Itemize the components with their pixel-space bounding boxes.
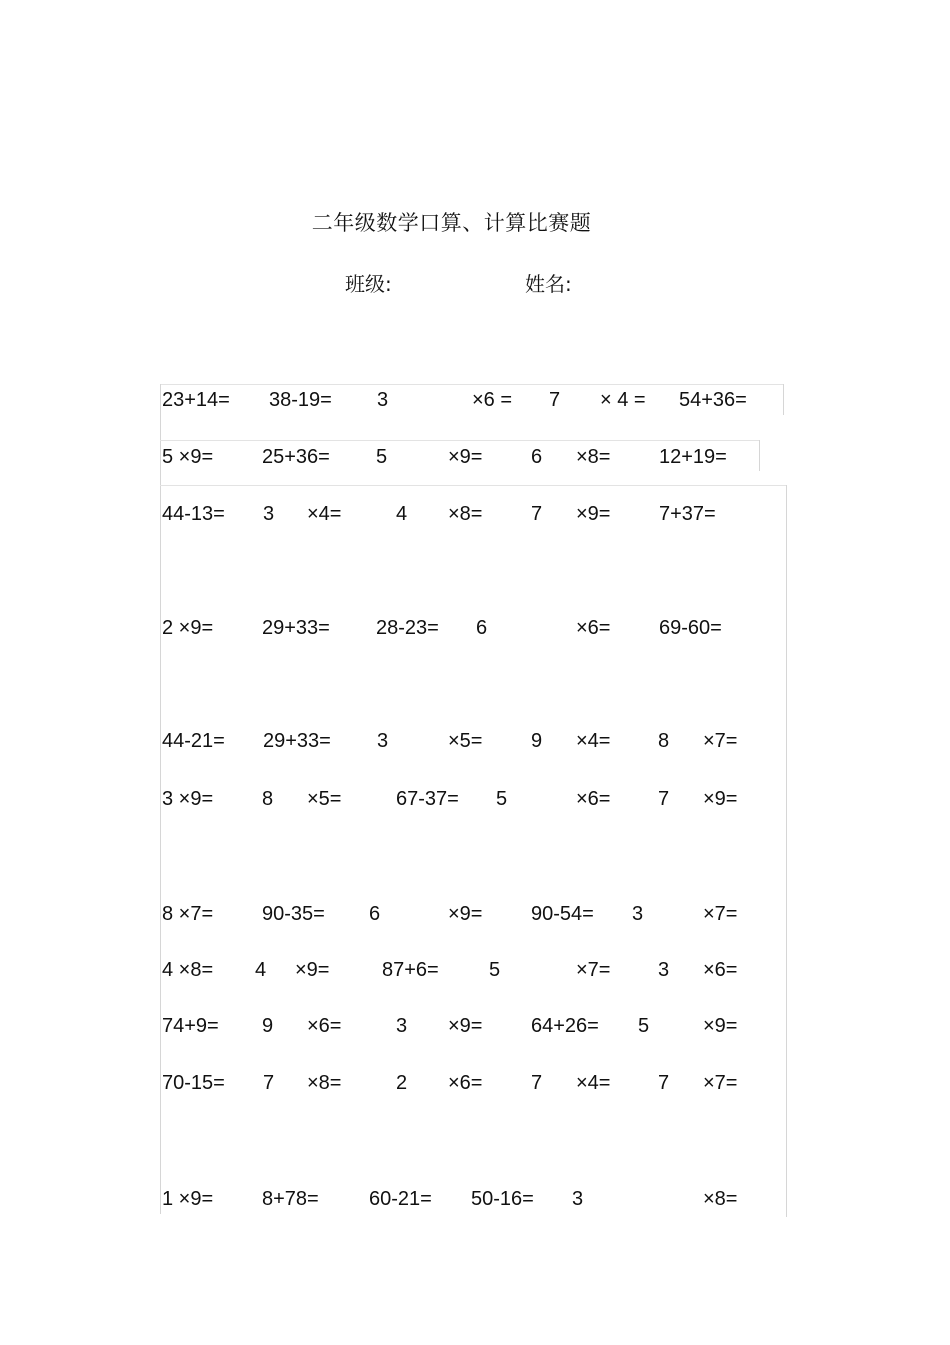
problem-cell: 6 [531, 446, 543, 468]
problem-cell: ×9= [703, 1015, 738, 1037]
problem-cell: 3 [658, 959, 670, 981]
problem-cell: × 4 = [600, 389, 646, 411]
name-label: 姓名: [525, 272, 572, 296]
problem-cell: 5 [376, 446, 388, 468]
problem-cell: 5 [638, 1015, 650, 1037]
problem-cell: ×8= [576, 446, 611, 468]
problem-cell: ×8= [448, 503, 483, 525]
table-rule [786, 485, 787, 1217]
problem-cell: 90-54= [531, 903, 594, 925]
problem-cell: 3 [632, 903, 644, 925]
problem-cell: 6 [369, 903, 381, 925]
problem-cell: 29+33= [262, 617, 330, 639]
problem-cell: ×4= [576, 730, 611, 752]
problem-cell: 2 [396, 1072, 408, 1094]
problem-cell: 67-37= [396, 788, 459, 810]
problem-cell: 69-60= [659, 617, 722, 639]
problem-cell: 7 [263, 1072, 275, 1094]
problem-cell: ×9= [448, 1015, 483, 1037]
problem-cell: 8+78= [262, 1188, 319, 1210]
problem-cell: ×7= [576, 959, 611, 981]
problem-cell: 7+37= [659, 503, 716, 525]
problem-cell: ×7= [703, 903, 738, 925]
problem-cell: ×6= [307, 1015, 342, 1037]
problem-cell: 5 ×9= [162, 446, 214, 468]
problem-cell: 3 [396, 1015, 408, 1037]
problem-cell: 7 [531, 503, 543, 525]
table-rule [160, 485, 787, 486]
problem-cell: 44-21= [162, 730, 225, 752]
problem-cell: ×4= [307, 503, 342, 525]
problem-cell: ×6= [576, 788, 611, 810]
problem-cell: 70-15= [162, 1072, 225, 1094]
problem-cell: 5 [489, 959, 501, 981]
problem-cell: 4 ×8= [162, 959, 214, 981]
problem-cell: ×9= [448, 446, 483, 468]
problem-cell: ×7= [703, 1072, 738, 1094]
problem-cell: 54+36= [679, 389, 747, 411]
problem-cell: 9 [262, 1015, 274, 1037]
problem-cell: 7 [658, 1072, 670, 1094]
problem-cell: 8 [658, 730, 670, 752]
problem-cell: 44-13= [162, 503, 225, 525]
problem-cell: 4 [255, 959, 267, 981]
problem-cell: 5 [496, 788, 508, 810]
problem-cell: 9 [531, 730, 543, 752]
problem-cell: ×6= [703, 959, 738, 981]
problem-cell: 3 [572, 1188, 584, 1210]
problem-cell: 90-35= [262, 903, 325, 925]
problem-cell: 8 [262, 788, 274, 810]
table-rule [759, 440, 760, 471]
problem-cell: 50-16= [471, 1188, 534, 1210]
problem-cell: ×4= [576, 1072, 611, 1094]
problem-cell: 3 [263, 503, 275, 525]
table-rule [160, 384, 161, 1214]
class-label: 班级: [345, 272, 392, 296]
problem-cell: ×9= [703, 788, 738, 810]
problem-cell: 29+33= [263, 730, 331, 752]
problem-cell: 1 ×9= [162, 1188, 214, 1210]
problem-cell: 38-19= [269, 389, 332, 411]
table-rule [160, 440, 760, 441]
problem-cell: 64+26= [531, 1015, 599, 1037]
table-rule [783, 384, 784, 415]
problem-cell: 6 [476, 617, 488, 639]
problem-cell: 74+9= [162, 1015, 219, 1037]
problem-cell: 4 [396, 503, 408, 525]
table-rule [160, 384, 784, 385]
problem-cell: ×9= [448, 903, 483, 925]
page-title: 二年级数学口算、计算比赛题 [311, 211, 592, 235]
problem-cell: 3 ×9= [162, 788, 214, 810]
problem-cell: 3 [377, 389, 389, 411]
problem-cell: 87+6= [382, 959, 439, 981]
problem-cell: ×6 = [472, 389, 513, 411]
problem-cell: ×9= [576, 503, 611, 525]
problem-cell: ×5= [307, 788, 342, 810]
problem-cell: 25+36= [262, 446, 330, 468]
problem-cell: 8 ×7= [162, 903, 214, 925]
problem-cell: 12+19= [659, 446, 727, 468]
problem-cell: ×8= [703, 1188, 738, 1210]
problem-cell: 2 ×9= [162, 617, 214, 639]
problem-cell: 28-23= [376, 617, 439, 639]
problem-cell: 3 [377, 730, 389, 752]
problem-cell: ×6= [576, 617, 611, 639]
problem-cell: ×7= [703, 730, 738, 752]
problem-cell: ×9= [295, 959, 330, 981]
problem-cell: ×6= [448, 1072, 483, 1094]
problem-cell: ×5= [448, 730, 483, 752]
problem-cell: 60-21= [369, 1188, 432, 1210]
problem-cell: 23+14= [162, 389, 230, 411]
problem-cell: 7 [531, 1072, 543, 1094]
problem-cell: ×8= [307, 1072, 342, 1094]
problem-cell: 7 [549, 389, 561, 411]
problem-cell: 7 [658, 788, 670, 810]
